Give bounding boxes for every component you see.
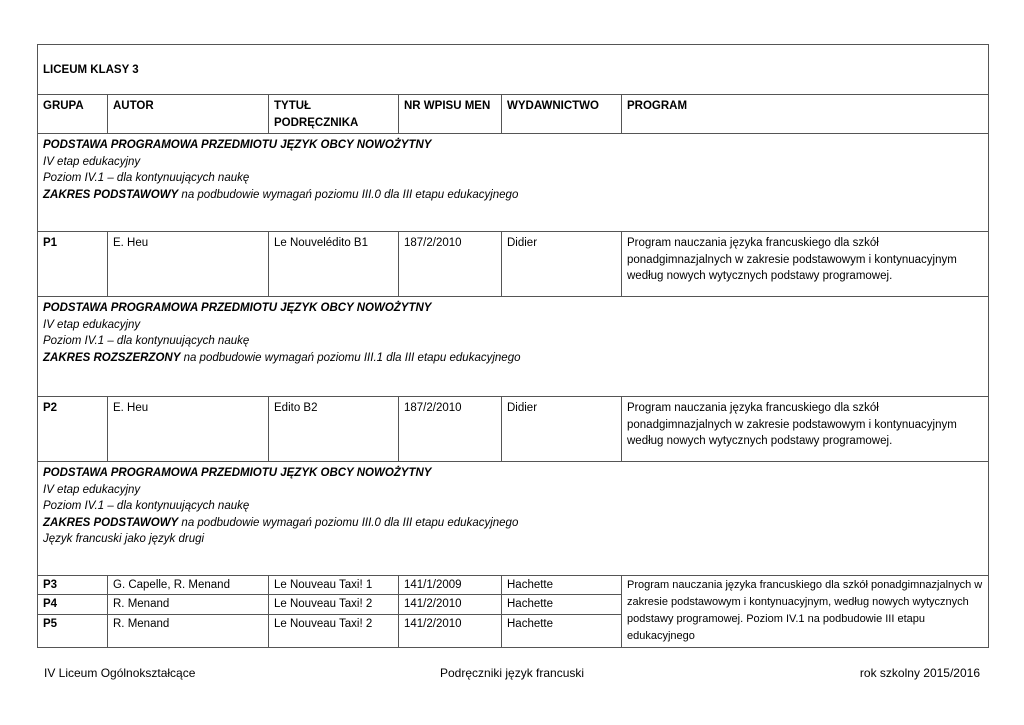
footer-year: rok szkolny 2015/2016 bbox=[859, 666, 980, 680]
cell-author: R. Menand bbox=[108, 614, 269, 647]
title-row bbox=[38, 45, 989, 95]
section-row bbox=[38, 297, 989, 397]
cell-men: 141/2/2010 bbox=[399, 614, 502, 647]
table-title: LICEUM KLASY 3 bbox=[38, 45, 989, 95]
section-row bbox=[38, 134, 989, 232]
cell-title: Edito B2 bbox=[269, 397, 399, 462]
cell-publisher: Didier bbox=[502, 397, 622, 462]
footer-school: IV Liceum Ogólnokształcące bbox=[44, 666, 196, 680]
table-row bbox=[38, 397, 989, 462]
section-heading: PODSTAWA PROGRAMOWA PRZEDMIOTU JĘZYK OBCY NOWOŻYTNY bbox=[43, 302, 432, 314]
cell-publisher: Hachette bbox=[502, 576, 622, 595]
cell-author: G. Capelle, R. Menand bbox=[108, 576, 269, 595]
section-description bbox=[38, 462, 989, 576]
section-scope-name: ZAKRES PODSTAWOWY bbox=[43, 188, 179, 201]
cell-group: P2 bbox=[38, 397, 108, 462]
footer-subject: Podręczniki język francuski bbox=[440, 666, 585, 680]
section-note: Język francuski jako język drugi bbox=[43, 533, 205, 545]
section-scope bbox=[43, 187, 983, 204]
col-header-title: TYTUŁ PODRĘCZNIKA bbox=[269, 95, 399, 134]
cell-program: Program nauczania języka francuskiego dla szkół ponadgimnazjalnych w zakresie podstawowym i kontynuacyjnym według nowych wytycznych podstawy programowej. bbox=[622, 397, 989, 462]
cell-program: Program nauczania języka francuskiego dla szkół ponadgimnazjalnych w zakresie podstawowym i kontynuacyjnym według nowych wytycznych podstawy programowej. bbox=[622, 232, 989, 297]
cell-title: Le Nouvelédito B1 bbox=[269, 232, 399, 297]
cell-men: 187/2/2010 bbox=[399, 232, 502, 297]
cell-publisher: Hachette bbox=[502, 595, 622, 614]
col-header-publisher: WYDAWNICTWO bbox=[502, 95, 622, 134]
section-level: Poziom IV.1 – dla kontynuujących naukę bbox=[43, 172, 250, 184]
col-header-group: GRUPA bbox=[38, 95, 108, 134]
cell-publisher: Hachette bbox=[502, 614, 622, 647]
col-header-program: PROGRAM bbox=[622, 95, 989, 134]
section-row bbox=[38, 462, 989, 576]
section-scope-name: ZAKRES PODSTAWOWY bbox=[43, 516, 179, 529]
cell-author: E. Heu bbox=[108, 397, 269, 462]
section-description bbox=[38, 134, 989, 232]
section-scope-rest: na podbudowie wymagań poziomu III.1 dla III etapu edukacyjnego bbox=[180, 351, 521, 364]
cell-group: P4 bbox=[38, 595, 108, 614]
cell-title: Le Nouveau Taxi! 1 bbox=[269, 576, 399, 595]
section-heading: PODSTAWA PROGRAMOWA PRZEDMIOTU JĘZYK OBCY NOWOŻYTNY bbox=[43, 139, 432, 151]
cell-group: P1 bbox=[38, 232, 108, 297]
section-stage: IV etap edukacyjny bbox=[43, 318, 141, 331]
cell-author: R. Menand bbox=[108, 595, 269, 614]
cell-title: Le Nouveau Taxi! 2 bbox=[269, 595, 399, 614]
col-header-author: AUTOR bbox=[108, 95, 269, 134]
section-description bbox=[38, 297, 989, 397]
section-level: Poziom IV.1 – dla kontynuujących naukę bbox=[43, 500, 250, 512]
section-stage: IV etap edukacyjny bbox=[43, 483, 141, 496]
cell-author: E. Heu bbox=[108, 232, 269, 297]
cell-title: Le Nouveau Taxi! 2 bbox=[269, 614, 399, 647]
table-row bbox=[38, 232, 989, 297]
section-scope-name: ZAKRES ROZSZERZONY bbox=[43, 351, 181, 364]
section-scope-rest: na podbudowie wymagań poziomu III.0 dla III etapu edukacyjnego bbox=[178, 516, 519, 529]
section-level: Poziom IV.1 – dla kontynuujących naukę bbox=[43, 335, 250, 347]
table-row bbox=[38, 576, 989, 595]
cell-program: Program nauczania języka francuskiego dla szkół ponadgimnazjalnych w zakresie podstawowym i kontynuacyjnym, według nowych wytycznych podstawy programowej. Poziom IV.1 na podbudowie III etapu edukacyjnego bbox=[622, 576, 989, 648]
cell-men: 187/2/2010 bbox=[399, 397, 502, 462]
cell-group: P5 bbox=[38, 614, 108, 647]
textbook-table bbox=[37, 44, 989, 648]
col-header-men: NR WPISU MEN bbox=[399, 95, 502, 134]
section-heading: PODSTAWA PROGRAMOWA PRZEDMIOTU JĘZYK OBCY NOWOŻYTNY bbox=[43, 467, 432, 479]
section-scope bbox=[43, 350, 983, 367]
cell-men: 141/1/2009 bbox=[399, 576, 502, 595]
cell-group: P3 bbox=[38, 576, 108, 595]
section-stage: IV etap edukacyjny bbox=[43, 155, 141, 168]
section-scope-rest: na podbudowie wymagań poziomu III.0 dla III etapu edukacyjnego bbox=[178, 188, 519, 201]
section-scope bbox=[43, 515, 983, 532]
cell-publisher: Didier bbox=[502, 232, 622, 297]
cell-men: 141/2/2010 bbox=[399, 595, 502, 614]
header-row bbox=[38, 95, 989, 134]
